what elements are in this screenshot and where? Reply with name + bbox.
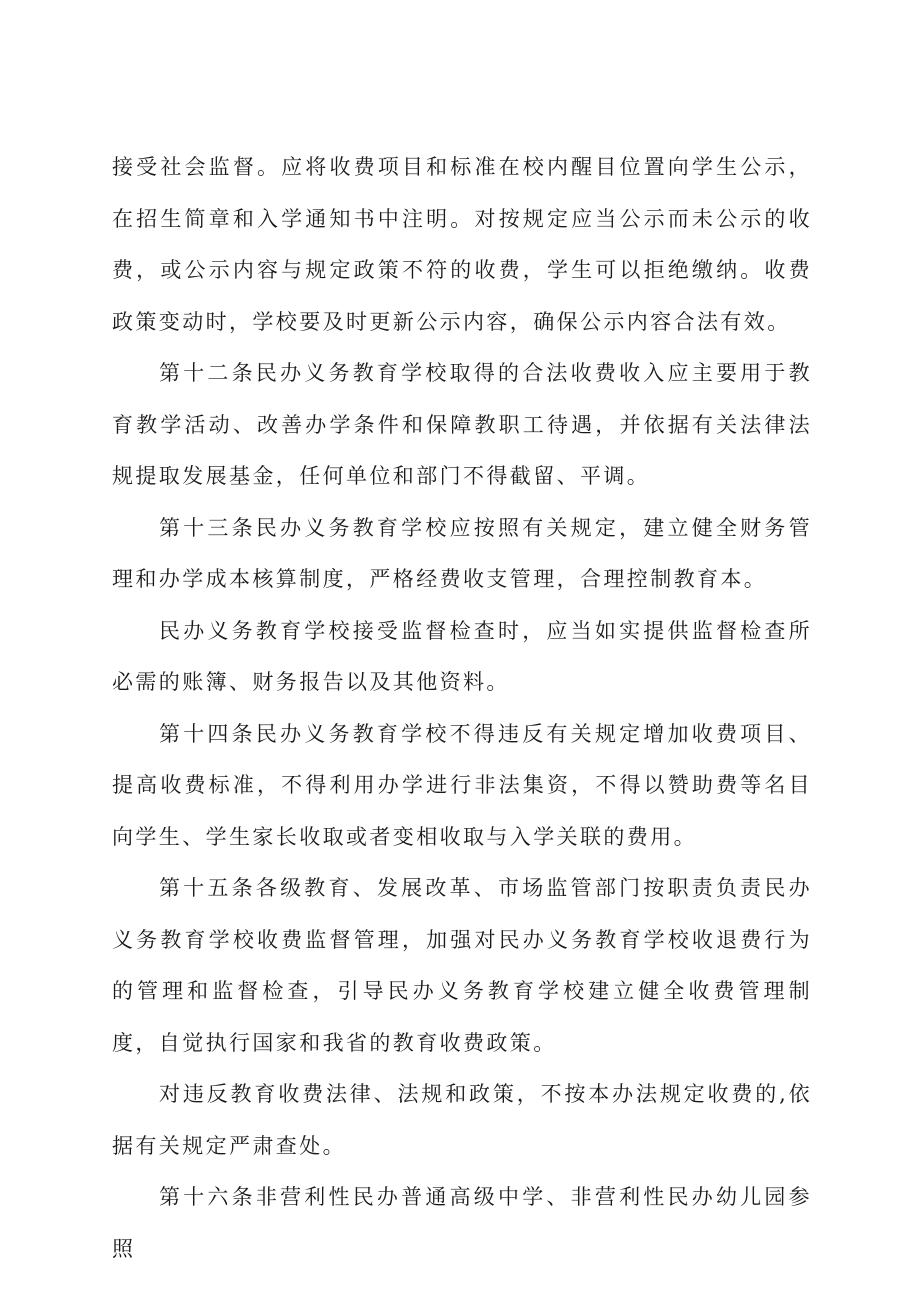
paragraph-article-13: 第十三条民办义务教育学校应按照有关规定，建立健全财务管理和办学成本核算制度，严格经费收支管理，合理控制教育本。 <box>112 515 812 591</box>
paragraph-article-14: 第十四条民办义务教育学校不得违反有关规定增加收费项目、提高收费标准，不得利用办学进行非法集资，不得以赞助费等名目向学生、学生家长收取或者变相收取与入学关联的费用。 <box>112 721 812 849</box>
paragraph-article-12: 第十二条民办义务教育学校取得的合法收费收入应主要用于教育教学活动、改善办学条件和保障教职工待遇，并依据有关法律法规提取发展基金，任何单位和部门不得截留、平调。 <box>112 361 812 488</box>
document-body <box>112 142 812 1275</box>
paragraph-article-15: 第十五条各级教育、发展改革、市场监管部门按职责负责民办义务教育学校收费监督管理，加强对民办义务教育学校收退费行为的管理和监督检查，引导民办义务教育学校建立健全收费管理制度，自觉执行国家和我省的教育收费政策。 <box>112 876 812 1055</box>
paragraph-inspection: 民办义务教育学校接受监督检查时，应当如实提供监督检查所必需的账簿、财务报告以及其他资料。 <box>112 618 812 694</box>
paragraph-continuation: 接受社会监督。应将收费项目和标准在校内醒目位置向学生公示，在招生简章和入学通知书中注明。对按规定应当公示而未公示的收费，或公示内容与规定政策不符的收费，学生可以拒绝缴纳。收费政策变动时，学校要及时更新公示内容，确保公示内容合法有效。 <box>112 155 812 334</box>
paragraph-article-16: 第十六条非营利性民办普通高级中学、非营利性民办幼儿园参照 <box>112 1185 812 1261</box>
paragraph-violation: 对违反教育收费法律、法规和政策，不按本办法规定收费的,依据有关规定严肃查处。 <box>112 1082 812 1158</box>
